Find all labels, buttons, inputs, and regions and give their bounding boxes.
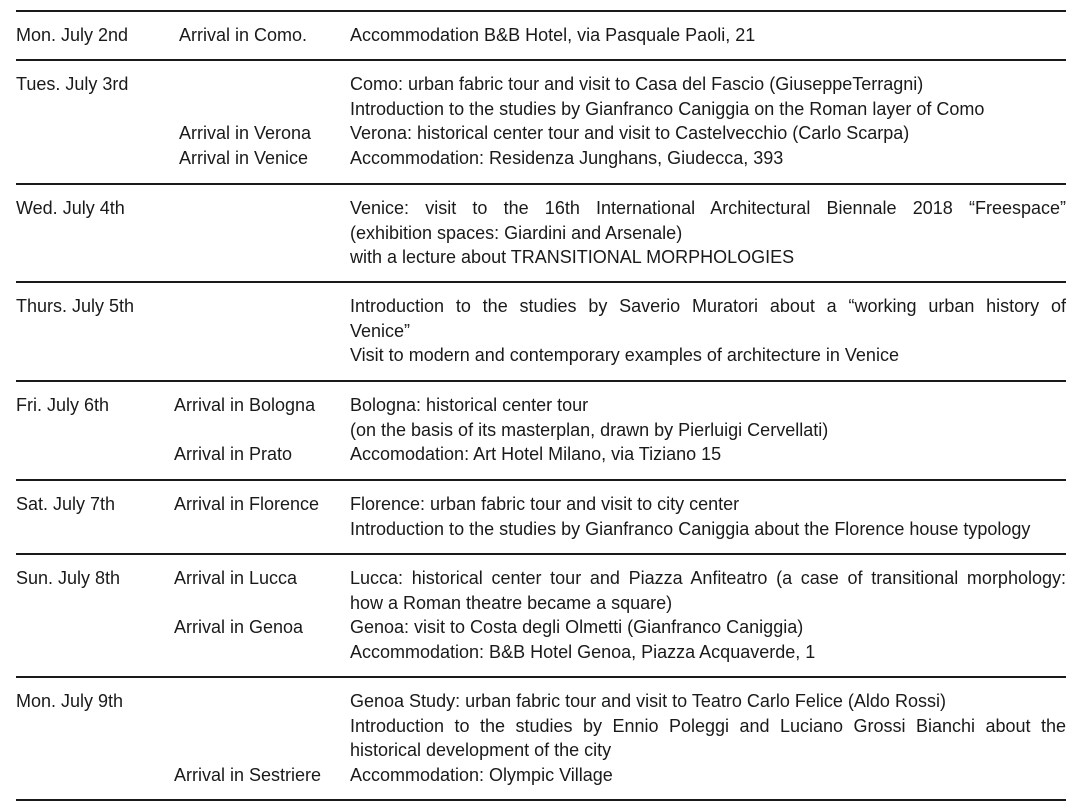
description-line: Accommodation B&B Hotel, via Pasquale Paoli, 21 — [350, 25, 756, 45]
row-arrival: Arrival in Bologna — [174, 395, 316, 415]
row-date: Tues. July 3rd — [16, 74, 129, 94]
schedule-row — [16, 10, 1066, 59]
description-line: Venice” — [350, 320, 411, 341]
schedule-row — [16, 281, 1066, 380]
row-arrival: Arrival in Genoa — [174, 617, 304, 637]
row-arrival: Arrival in Prato — [174, 444, 293, 464]
description-line: Visit to modern and contemporary examples of architecture in Venice — [350, 345, 899, 365]
description-line: Introduction to the studies by Saverio Muratori about a “working urban history of — [350, 296, 1066, 316]
row-date: Fri. July 6th — [16, 395, 110, 415]
description-line: (exhibition spaces: Giardini and Arsenale) — [350, 222, 683, 243]
row-date: Wed. July 4th — [16, 198, 125, 218]
schedule-row — [16, 183, 1066, 281]
row-description — [350, 566, 1066, 664]
description-line: Lucca: historical center tour and Piazza Anfiteatro (a case of transitional morphology: — [350, 568, 1066, 588]
schedule-table — [16, 10, 1066, 801]
row-description — [350, 689, 1066, 787]
description-line: Introduction to the studies by Ennio Poleggi and Luciano Grossi Bianchi about the — [350, 715, 1066, 736]
row-date: Sat. July 7th — [16, 494, 116, 514]
row-description — [350, 72, 1066, 170]
description-line: with a lecture about TRANSITIONAL MORPHOLOGIES — [350, 247, 795, 267]
row-description — [350, 196, 1066, 270]
row-arrival: Arrival in Verona — [179, 123, 312, 143]
description-line: Bologna: historical center tour — [350, 395, 589, 415]
description-line: Introduction to the studies by Gianfranco Caniggia about the Florence house typology — [350, 518, 1031, 539]
row-description — [350, 294, 1066, 368]
row-description — [350, 492, 1066, 541]
description-line: how a Roman theatre became a square) — [350, 592, 673, 613]
description-line: Verona: historical center tour and visit to Castelvecchio (Carlo Scarpa) — [350, 123, 910, 143]
description-line: Genoa Study: urban fabric tour and visit to Teatro Carlo Felice (Aldo Rossi) — [350, 691, 946, 711]
row-arrival: Arrival in Venice — [179, 147, 309, 168]
description-line: Como: urban fabric tour and visit to Casa del Fascio (GiuseppeTerragni) — [350, 74, 924, 94]
description-line: Accommodation: B&B Hotel Genoa, Piazza Acquaverde, 1 — [350, 641, 816, 662]
description-line: (on the basis of its masterplan, drawn by Pierluigi Cervellati) — [350, 419, 829, 440]
description-line: Venice: visit to the 16th International Architectural Biennale 2018 “Freespace” — [350, 198, 1066, 218]
description-line: Introduction to the studies by Gianfranco Caniggia on the Roman layer of Como — [350, 98, 985, 119]
schedule-row — [16, 380, 1066, 479]
description-line: Genoa: visit to Costa degli Olmetti (Gianfranco Caniggia) — [350, 617, 804, 637]
row-date: Mon. July 2nd — [16, 25, 129, 45]
row-description — [350, 23, 1066, 48]
description-line: historical development of the city — [350, 740, 612, 760]
row-date: Thurs. July 5th — [16, 296, 135, 316]
row-description — [350, 393, 1066, 467]
row-arrival: Arrival in Sestriere — [174, 765, 322, 785]
description-line: Florence: urban fabric tour and visit to city center — [350, 494, 740, 514]
row-date: Sun. July 8th — [16, 568, 121, 588]
schedule-row — [16, 479, 1066, 553]
row-arrival: Arrival in Como. — [179, 25, 308, 45]
row-arrival: Arrival in Lucca — [174, 568, 298, 588]
schedule-row — [16, 553, 1066, 676]
row-date: Mon. July 9th — [16, 691, 124, 711]
description-line: Accommodation: Residenza Junghans, Giudecca, 393 — [350, 147, 784, 168]
schedule-row — [16, 59, 1066, 183]
row-arrival: Arrival in Florence — [174, 494, 320, 514]
description-line: Accommodation: Olympic Village — [350, 764, 613, 785]
description-line: Accomodation: Art Hotel Milano, via Tiziano 15 — [350, 444, 722, 464]
schedule-row — [16, 676, 1066, 801]
